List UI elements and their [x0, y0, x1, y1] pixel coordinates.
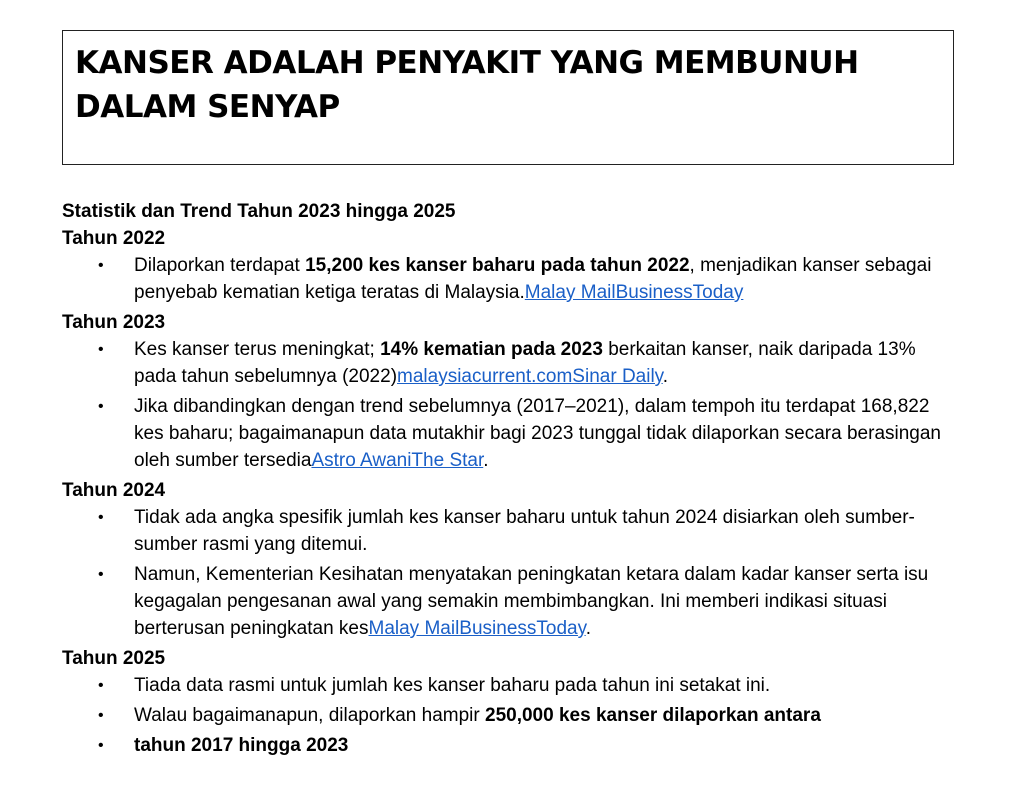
item-text: , menjadikan kanser sebagai penyebab kematian ketiga teratas di Malaysia. — [134, 255, 932, 303]
section-heading-2025: Tahun 2025 — [62, 648, 166, 669]
bullet-icon: • — [98, 257, 104, 274]
list-item — [62, 252, 962, 306]
list-item — [62, 702, 962, 729]
document-body — [62, 198, 962, 762]
section-heading-2022: Tahun 2022 — [62, 228, 166, 249]
item-text: berkaitan kanser, naik daripada 13% pada tahun sebelumnya (2022) — [134, 339, 916, 387]
source-link[interactable]: Malay MailBusinessToday — [368, 618, 586, 639]
section-heading-2024: Tahun 2024 — [62, 480, 166, 501]
item-text: . — [483, 450, 489, 471]
bullet-icon: • — [98, 509, 104, 526]
list-item — [62, 561, 962, 642]
item-bold-text: 250,000 kes kanser dilaporkan antara — [485, 705, 821, 726]
source-link[interactable]: malaysiacurrent.comSinar Daily — [397, 366, 663, 387]
source-link[interactable]: Astro AwaniThe Star — [311, 450, 484, 471]
bullet-list-2022 — [62, 252, 962, 306]
item-text: Tiada data rasmi untuk jumlah kes kanser baharu pada tahun ini setakat ini. — [134, 675, 771, 696]
bullet-icon: • — [98, 707, 104, 724]
list-item — [62, 732, 962, 759]
bullet-icon: • — [98, 677, 104, 694]
source-link[interactable]: Malay MailBusinessToday — [524, 282, 744, 303]
page-title: KANSER ADALAH PENYAKIT YANG MEMBUNUH DALAM SENYAP — [75, 45, 859, 125]
section-heading-2023: Tahun 2023 — [62, 312, 166, 333]
list-item — [62, 672, 962, 699]
item-text: Namun, Kementerian Kesihatan menyatakan peningkatan ketara dalam kadar kanser serta isu kegagalan pengesanan awal yang semakin membimbangkan. Ini memberi indikasi situasi berterusan peningkatan kes — [134, 564, 929, 639]
item-bold-text: 15,200 kes kanser baharu pada tahun 2022 — [305, 255, 690, 276]
bullet-list-2024 — [62, 504, 962, 642]
bullet-list-2023 — [62, 336, 962, 474]
title-box — [62, 30, 954, 165]
list-item — [62, 336, 962, 390]
item-text: Kes kanser terus meningkat; — [134, 339, 381, 360]
item-text: Jika dibandingkan dengan trend sebelumnya (2017–2021), dalam tempoh itu terdapat 168,822 kes baharu; bagaimanapun data mutakhir bagi 2023 tunggal tidak dilaporkan secara berasingan oleh sumber tersedia — [134, 396, 941, 471]
bullet-icon: • — [98, 398, 104, 415]
list-item — [62, 504, 962, 558]
item-text: . — [662, 366, 669, 387]
item-text: . — [585, 618, 591, 639]
item-text: Dilaporkan terdapat — [134, 255, 306, 276]
bullet-icon: • — [98, 341, 104, 358]
subtitle-heading: Statistik dan Trend Tahun 2023 hingga 2025 — [62, 201, 456, 222]
item-text: Tidak ada angka spesifik jumlah kes kanser baharu untuk tahun 2024 disiarkan oleh sumber-sumber rasmi yang ditemui. — [134, 507, 915, 555]
list-item — [62, 393, 962, 474]
item-bold-text: tahun 2017 hingga 2023 — [134, 735, 349, 756]
item-text: Walau bagaimanapun, dilaporkan hampir — [134, 705, 486, 726]
bullet-icon: • — [98, 737, 104, 754]
bullet-icon: • — [98, 566, 104, 583]
bullet-list-2025 — [62, 672, 962, 759]
item-bold-text: 14% kematian pada 2023 — [380, 339, 603, 360]
